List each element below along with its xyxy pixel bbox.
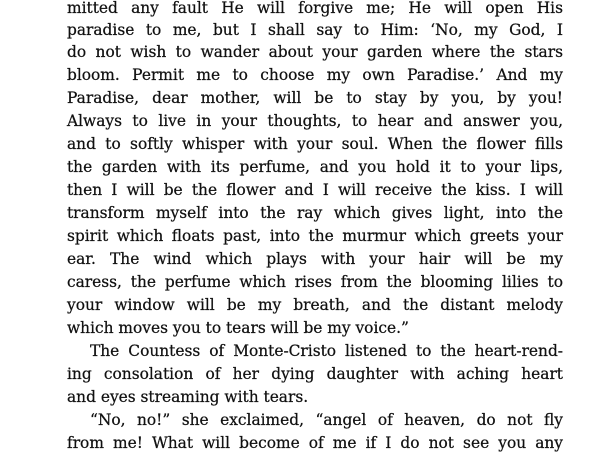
text-line: from me! What will become of me if I do not see you any: [67, 434, 563, 452]
text-line: paradise to me, but I shall say to Him: ‘No, my God, I: [67, 21, 563, 39]
text-line: your window will be my breath, and the distant melody: [67, 296, 563, 314]
text-line: transform myself into the ray which gives light, into the: [67, 204, 563, 222]
paragraph-first-line: The Countess of Monte-Cristo listened to the heart-rend-: [90, 342, 563, 360]
text-line: Paradise, dear mother, will be to stay by you, by you!: [67, 89, 563, 107]
paragraph-first-line: “No, no!” she exclaimed, “angel of heaven, do not fly: [90, 411, 563, 429]
text-line: and eyes streaming with tears.: [67, 388, 309, 406]
text-line: caress, the perfume which rises from the blooming lilies to: [67, 273, 563, 291]
text-line: the garden with its perfume, and you hold it to your lips,: [67, 158, 563, 176]
text-line: Always to live in your thoughts, to hear and answer you,: [67, 112, 563, 130]
text-line: mitted any fault He will forgive me; He will open His: [67, 0, 563, 17]
text-line: which moves you to tears will be my voice.”: [67, 319, 409, 337]
text-line: do not wish to wander about your garden where the stars: [67, 43, 563, 61]
text-line: ing consolation of her dying daughter with aching heart: [67, 365, 563, 383]
text-line: and to softly whisper with your soul. When the flower fills: [67, 135, 563, 153]
text-line: ear. The wind which plays with your hair will be my: [67, 250, 563, 268]
text-line: then I will be the flower and I will receive the kiss. I will: [67, 181, 563, 199]
text-line: spirit which floats past, into the murmur which greets your: [67, 227, 563, 245]
text-line: bloom. Permit me to choose my own Paradise.’ And my: [67, 66, 563, 84]
